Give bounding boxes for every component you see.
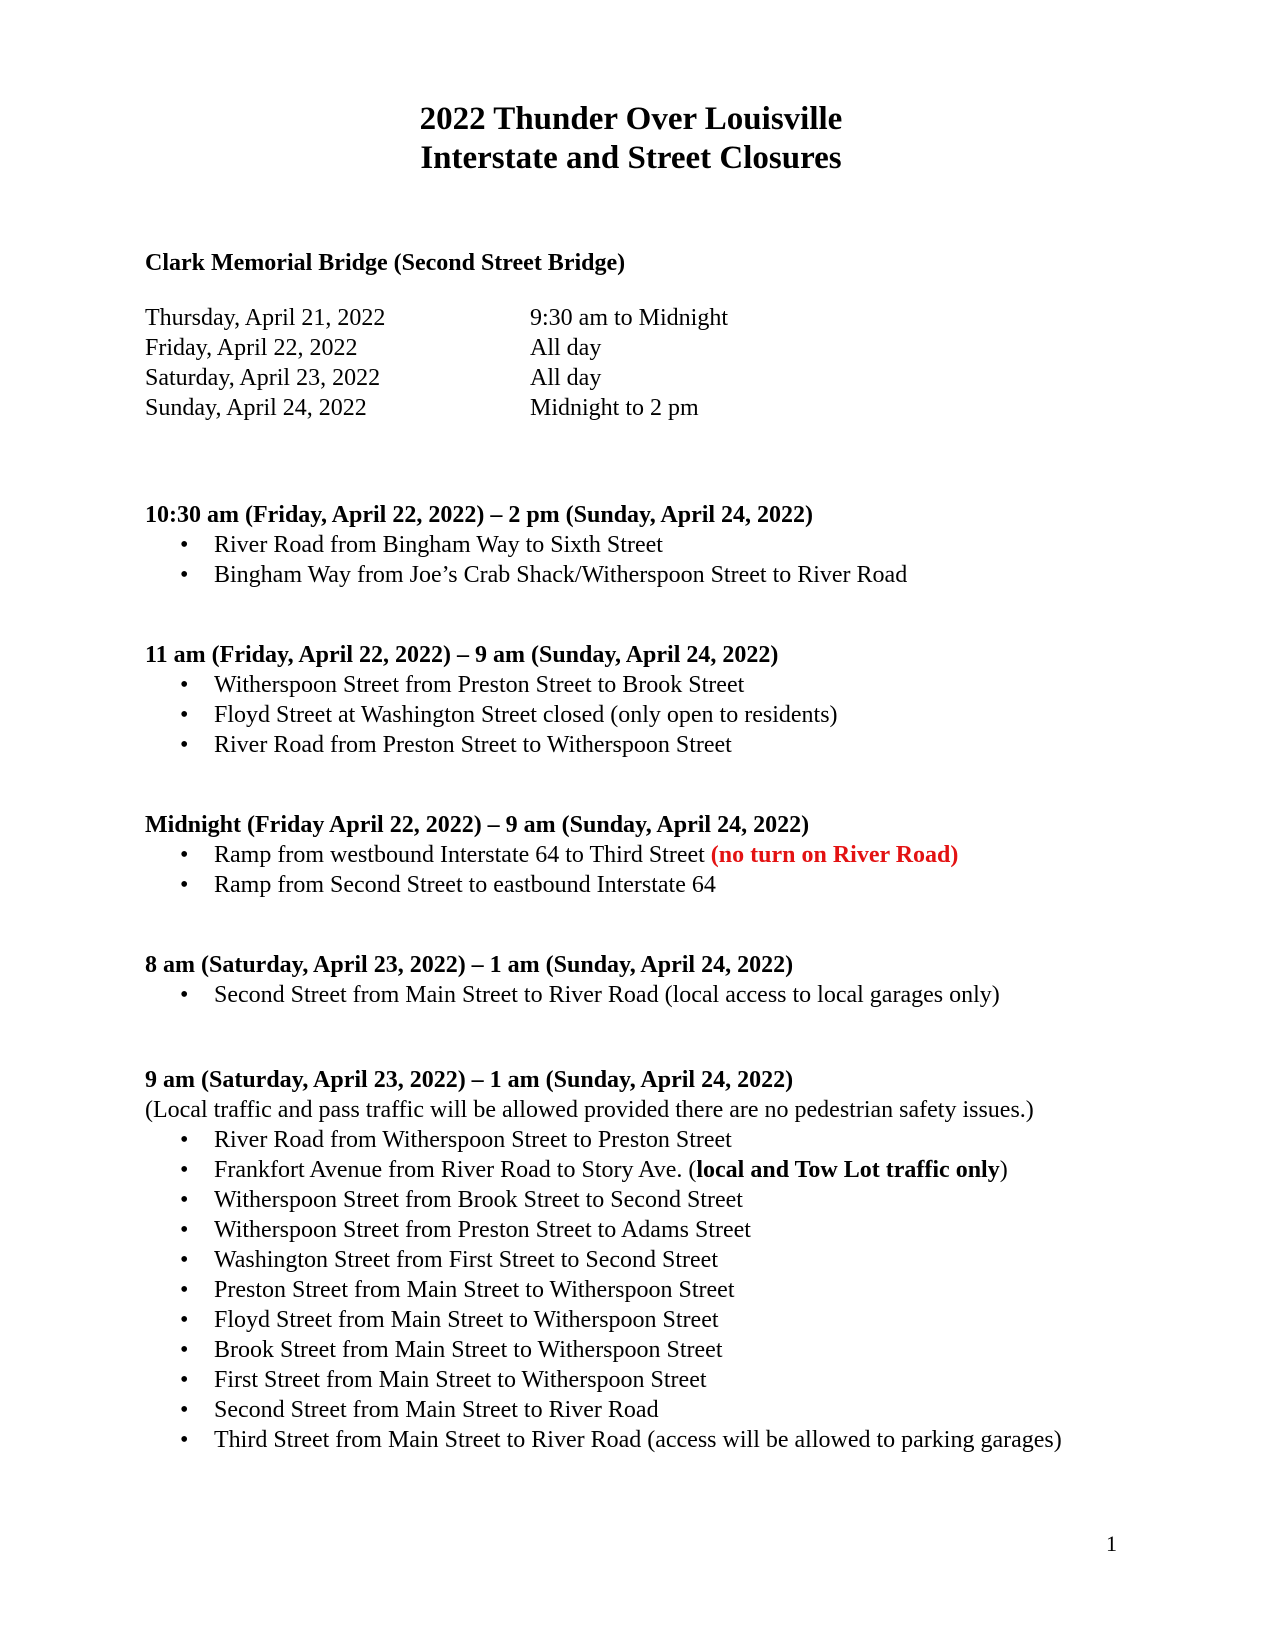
- schedule-date: Thursday, April 21, 2022: [145, 305, 386, 331]
- bullet-icon: •: [180, 1337, 189, 1363]
- bridge-schedule: [145, 303, 1117, 423]
- schedule-row: [145, 303, 1117, 333]
- closure-item-text: River Road from Bingham Way to Sixth Street: [214, 532, 663, 558]
- document-title: [145, 100, 1117, 178]
- closure-item-text: Washington Street from First Street to Second Street: [214, 1247, 718, 1273]
- closure-section: [145, 1065, 1117, 1455]
- bullet-icon: •: [180, 1307, 189, 1333]
- closure-item: [145, 1365, 1117, 1395]
- closure-item-text: Witherspoon Street from Preston Street to Brook Street: [214, 672, 745, 698]
- closure-item-text: Ramp from Second Street to eastbound Interstate 64: [214, 872, 716, 898]
- closure-item-text: Preston Street from Main Street to Witherspoon Street: [214, 1277, 735, 1303]
- closure-list: [145, 530, 1117, 590]
- closure-item-text: River Road from Witherspoon Street to Preston Street: [214, 1127, 732, 1153]
- closure-item: [145, 1155, 1117, 1185]
- closure-list: [145, 840, 1117, 900]
- closure-item-text: Brook Street from Main Street to Witherspoon Street: [214, 1337, 723, 1363]
- closure-item: [145, 1245, 1117, 1275]
- bullet-icon: •: [180, 1427, 189, 1453]
- closure-section-note: (Local traffic and pass traffic will be allowed provided there are no pedestrian safety issues.): [145, 1097, 1034, 1123]
- bullet-icon: •: [180, 702, 189, 728]
- closure-item: [145, 980, 1117, 1010]
- closure-item: [145, 530, 1117, 560]
- page-number: 1: [1106, 1531, 1117, 1556]
- closure-list: [145, 670, 1117, 760]
- closure-item-text: local and Tow Lot traffic only: [696, 1157, 1000, 1183]
- closure-section: [145, 500, 1117, 590]
- closure-item: [145, 730, 1117, 760]
- closure-sections: [145, 500, 1117, 1455]
- closure-item: [145, 1395, 1117, 1425]
- bullet-icon: •: [180, 1397, 189, 1423]
- closure-item-text: Witherspoon Street from Brook Street to Second Street: [214, 1187, 743, 1213]
- closure-item-text: First Street from Main Street to Witherspoon Street: [214, 1367, 707, 1393]
- closure-item-text: River Road from Preston Street to Witherspoon Street: [214, 732, 732, 758]
- closure-item-text: (no turn on River Road): [710, 842, 959, 868]
- bullet-icon: •: [180, 1247, 189, 1273]
- bullet-icon: •: [180, 1367, 189, 1393]
- bullet-icon: •: [180, 842, 189, 868]
- bridge-section-heading: Clark Memorial Bridge (Second Street Bridge): [145, 250, 626, 276]
- closure-section: [145, 640, 1117, 760]
- schedule-date: Saturday, April 23, 2022: [145, 365, 381, 391]
- bullet-icon: •: [180, 1187, 189, 1213]
- closure-item: [145, 1125, 1117, 1155]
- schedule-row: [145, 333, 1117, 363]
- bullet-icon: •: [180, 532, 189, 558]
- closure-item: [145, 560, 1117, 590]
- closure-item: [145, 870, 1117, 900]
- bullet-icon: •: [180, 1277, 189, 1303]
- closure-item: [145, 840, 1117, 870]
- closure-item-text: Ramp from westbound Interstate 64 to Third Street: [214, 842, 711, 868]
- closure-item-text: Floyd Street from Main Street to Witherspoon Street: [214, 1307, 719, 1333]
- closure-item: [145, 1185, 1117, 1215]
- closure-item-text: Third Street from Main Street to River Road (access will be allowed to parking garages): [214, 1427, 1062, 1453]
- bullet-icon: •: [180, 672, 189, 698]
- closure-item: [145, 1305, 1117, 1335]
- bullet-icon: •: [180, 1157, 189, 1183]
- schedule-row: [145, 393, 1117, 423]
- closure-item: [145, 700, 1117, 730]
- closure-section-heading: 11 am (Friday, April 22, 2022) – 9 am (Sunday, April 24, 2022): [145, 642, 779, 668]
- document-title-line2: Interstate and Street Closures: [420, 140, 842, 176]
- bullet-icon: •: [180, 982, 189, 1008]
- closure-section-heading: Midnight (Friday April 22, 2022) – 9 am (Sunday, April 24, 2022): [145, 812, 810, 838]
- closure-section-heading: 10:30 am (Friday, April 22, 2022) – 2 pm (Sunday, April 24, 2022): [145, 502, 814, 528]
- document-title-line1: 2022 Thunder Over Louisville: [419, 101, 843, 137]
- schedule-date: Friday, April 22, 2022: [145, 335, 358, 361]
- closure-item-text: Bingham Way from Joe’s Crab Shack/Witherspoon Street to River Road: [214, 562, 908, 588]
- closure-section-heading: 9 am (Saturday, April 23, 2022) – 1 am (Sunday, April 24, 2022): [145, 1067, 794, 1093]
- bullet-icon: •: [180, 1217, 189, 1243]
- closure-item-text: ): [999, 1157, 1008, 1183]
- closure-item-text: Second Street from Main Street to River Road (local access to local garages only): [214, 982, 1000, 1008]
- closure-section-heading: 8 am (Saturday, April 23, 2022) – 1 am (Sunday, April 24, 2022): [145, 952, 794, 978]
- bullet-icon: •: [180, 562, 189, 588]
- closure-item-text: Floyd Street at Washington Street closed (only open to residents): [214, 702, 838, 728]
- schedule-row: [145, 363, 1117, 393]
- closure-item-text: Witherspoon Street from Preston Street to Adams Street: [214, 1217, 751, 1243]
- closure-item: [145, 1275, 1117, 1305]
- closure-section: [145, 810, 1117, 900]
- schedule-time: All day: [530, 335, 602, 361]
- closure-list: [145, 1125, 1117, 1455]
- closure-list: [145, 980, 1117, 1010]
- bullet-icon: •: [180, 732, 189, 758]
- schedule-time: All day: [530, 365, 602, 391]
- closure-item: [145, 1215, 1117, 1245]
- closure-section: [145, 950, 1117, 1010]
- schedule-date: Sunday, April 24, 2022: [145, 395, 367, 421]
- bullet-icon: •: [180, 872, 189, 898]
- schedule-time: 9:30 am to Midnight: [530, 305, 728, 331]
- closure-item-text: Frankfort Avenue from River Road to Story Ave. (: [214, 1157, 697, 1183]
- closure-item: [145, 1425, 1117, 1455]
- closure-item: [145, 1335, 1117, 1365]
- closure-item: [145, 670, 1117, 700]
- bullet-icon: •: [180, 1127, 189, 1153]
- schedule-time: Midnight to 2 pm: [530, 395, 699, 421]
- closure-item-text: Second Street from Main Street to River Road: [214, 1397, 659, 1423]
